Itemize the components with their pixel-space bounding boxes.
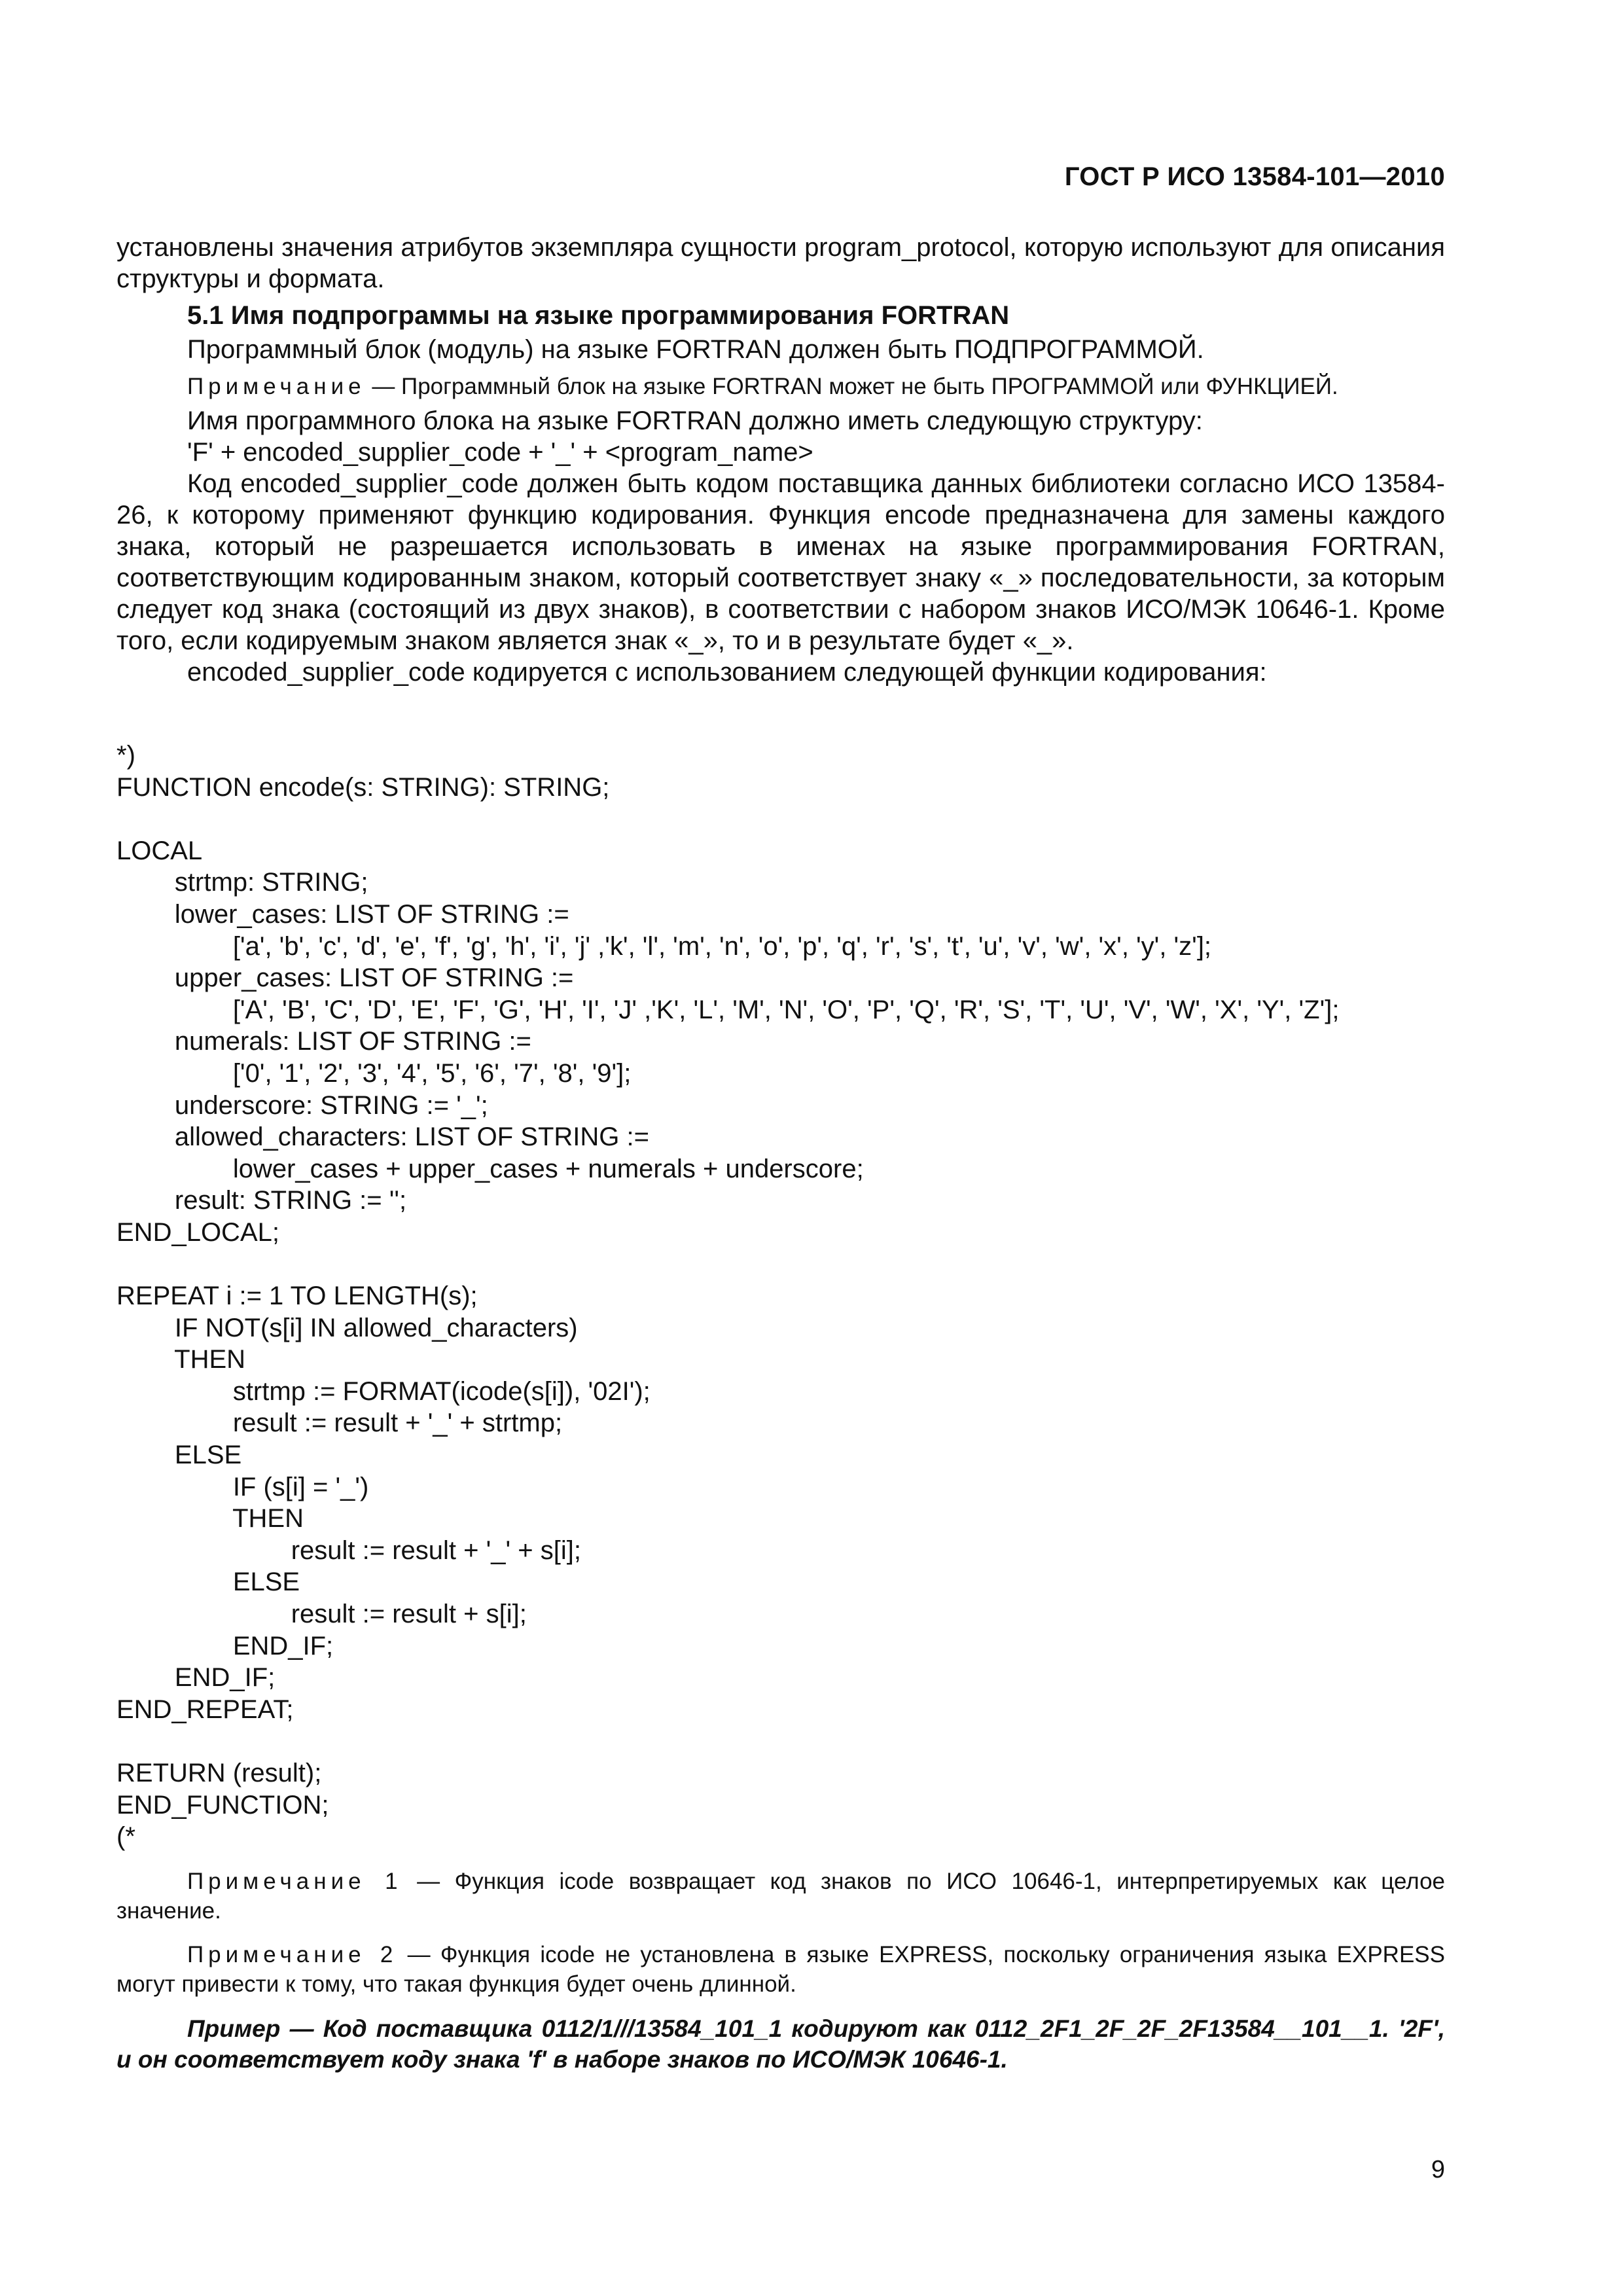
section-title: 5.1 Имя подпрограммы на языке программирования FORTRAN	[187, 301, 1010, 330]
body-text	[116, 232, 1445, 688]
note-main	[116, 372, 1445, 401]
note-1-label: Примечание 1	[187, 1869, 402, 1894]
intro-paragraph: установлены значения атрибутов экземпляра сущности program_protocol, которую используют для описания структуры и формата.	[116, 233, 1445, 293]
note-2-text: — Функция icode не установлена в языке EXPRESS, поскольку ограничения языка EXPRESS могут привести к тому, что такая функция будет очень длинной.	[116, 1942, 1445, 1997]
paragraph-1: Программный блок (модуль) на языке FORTRAN должен быть ПОДПРОГРАММОЙ.	[187, 335, 1204, 364]
paragraph-3: Код encoded_supplier_code должен быть кодом поставщика данных библиотеки согласно ИСО 13584-26, к которому применяют функцию кодирования. Функция encode предназначена для замены каждого знака, который не разрешается использовать в именах на языке программирования FORTRAN, соответствующим кодированным знаком, который соответствует знаку «_» последовательности, за которым следует код знака (состоящий из двух знаков), в соответствии с набором знаков ИСО/МЭК 10646-1. Кроме того, если кодируемым знаком является знак «_», то и в результате будет «_».	[116, 469, 1445, 655]
example-paragraph: Пример — Код поставщика 0112/1///13584_101_1 кодируют как 0112_2F1_2F_2F_2F13584__101__1. '2F', и он соответствует коду знака 'f' в наборе знаков по ИСО/МЭК 10646-1.	[116, 2015, 1445, 2073]
page-header: ГОСТ Р ИСО 13584-101—2010	[1064, 162, 1445, 191]
name-structure: 'F' + encoded_supplier_code + '_' + <program_name>	[187, 438, 813, 467]
notes-section	[116, 1867, 1445, 2075]
note-text: — Программный блок на языке FORTRAN может не быть ПРОГРАММОЙ или ФУНКЦИЕЙ.	[365, 374, 1338, 399]
note-label: Примечание	[187, 374, 366, 399]
note-1-text: — Функция icode возвращает код знаков по ИСО 10646-1, интерпретируемых как целое значение.	[116, 1869, 1445, 1924]
paragraph-2: Имя программного блока на языке FORTRAN должно иметь следующую структуру:	[187, 406, 1203, 435]
paragraph-4: encoded_supplier_code кодируется с использованием следующей функции кодирования:	[187, 658, 1267, 687]
note-2	[116, 1940, 1445, 1999]
page-number: 9	[1431, 2156, 1445, 2183]
note-2-label: Примечание 2	[187, 1942, 398, 1967]
note-1	[116, 1867, 1445, 1926]
code-listing: *) FUNCTION encode(s: STRING): STRING; LOCAL strtmp: STRING; lower_cases: LIST OF STRING := ['a', 'b', 'c', 'd', 'e', 'f', 'g', 'h', 'i', 'j' ,'k', 'l', 'm', 'n', 'o', 'p', 'q', 'r', 's', 't', 'u', 'v', 'w', 'x', 'y', 'z']; upper_cases: LIST OF STRING := ['A', 'B', 'C', 'D', 'E', 'F', 'G', 'H', 'I', 'J' ,'K', 'L', 'M', 'N', 'O', 'P', 'Q', 'R', 'S', 'T', 'U', 'V', 'W', 'X', 'Y', 'Z']; numerals: LIST OF STRING := ['0', '1', '2', '3', '4', '5', '6', '7', '8', '9']; underscore: STRING := '_'; allowed_characters: LIST OF STRING := lower_cases + upper_cases + numerals + underscore; result: STRING := ''; END_LOCAL; REPEAT i := 1 TO LENGTH(s); IF NOT(s[i] IN allowed_characters) THEN strtmp := FORMAT(icode(s[i]), '02I'); result := result + '_' + strtmp; ELSE IF (s[i] = '_') THEN result := result + '_' + s[i]; ELSE result := result + s[i]; END_IF; END_IF; END_REPEAT; RETURN (result); END_FUNCTION; (*	[116, 741, 1340, 1852]
